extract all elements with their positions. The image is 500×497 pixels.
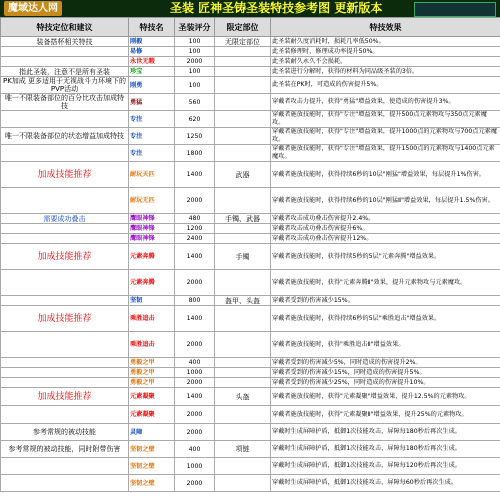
position-cell [1,224,129,234]
skill-name-cell: 灵障 [129,424,175,441]
score-cell: 1400 [175,162,215,188]
position-cell [1,358,129,368]
skill-name-cell: 乘胜追击 [129,332,175,358]
skill-name-cell: 耐玩天匹 [129,162,175,188]
effect-cell: 穿戴时生成屏障护盾，抵御1次技能攻击，屏障每60秒后再次生成。 [271,475,500,492]
score-cell: 100 [175,37,215,47]
table-row [1,306,500,332]
effect-cell: 穿戴者施放技能时，获得持续6秒的10层"刚猛"增益效果，每层提升1%伤害。 [271,162,500,188]
header-decoration [414,2,496,17]
score-cell: 2000 [175,332,215,358]
table-row [1,188,500,214]
part-cell [215,234,271,244]
table-row [1,358,500,368]
skill-name-cell: 坚韧 [129,296,175,306]
col-header-part: 限定部位 [215,18,271,37]
part-cell [215,378,271,388]
effect-cell: 穿戴者受到的伤害减少25%，同时造成的伤害提升10%。 [271,378,500,388]
table-row [1,37,500,47]
skill-name-cell: 坚韧之壁 [129,475,175,492]
position-cell: 加成技能推荐 [1,388,129,406]
table-row [1,128,500,145]
effect-cell: 穿戴者施放技能时，获得持续6秒的5层"乘胜追击"增益效果。 [271,306,500,332]
effect-cell: 穿戴时生成屏障护盾，抵御1次技能攻击，屏障每180秒后再次生成。 [271,441,500,458]
effect-cell: 穿戴者施放技能时，获得"元素凝聚Ⅱ"增益效果，提升25%的元素物攻。 [271,406,500,424]
score-cell: 1400 [175,306,215,332]
page-title: 圣装 匠神圣铸圣装特技参考图 更新版本 [170,1,383,15]
position-cell [1,406,129,424]
score-cell: 1200 [175,224,215,234]
score-cell: 1000 [175,368,215,378]
part-cell [215,188,271,214]
position-cell: 唯一不限装备部位的百分比攻击加成特技 [1,94,129,111]
score-cell: 1400 [175,388,215,406]
part-cell: 盔甲、头盔 [215,296,271,306]
part-cell [215,57,271,67]
site-logo: 魔域达人网 [4,1,62,16]
score-cell: 2000 [175,57,215,67]
part-cell [215,224,271,234]
score-cell: 2000 [175,424,215,441]
effect-cell: 穿戴者施放技能时，获得持续5秒的5层"元素奔腾"增益效果。 [271,244,500,270]
position-cell [1,234,129,244]
score-cell: 2000 [175,188,215,214]
part-cell [215,270,271,296]
effect-cell: 穿戴者施放技能时，获得"元素奔腾Ⅱ"效果，提升元素物攻与元素魔攻。 [271,270,500,296]
part-cell: 武器 [215,162,271,188]
position-cell: PK加成 更多适用于无视战斗力环境下的PVP活动 [1,77,129,94]
part-cell [215,77,271,94]
table-row [1,388,500,406]
skill-name-cell: 耐玩无匹 [129,188,175,214]
table-row [1,332,500,358]
position-cell [1,270,129,296]
skill-name-cell: 元素凝聚 [129,406,175,424]
table-row [1,441,500,458]
position-cell [1,368,129,378]
table-row [1,47,500,57]
skill-name-cell: 珍宝 [129,67,175,77]
table-row [1,475,500,492]
effect-cell: 穿戴者受到的伤害减少5%，同时造成的伤害提升2%。 [271,358,500,368]
table-row [1,296,500,306]
position-cell: 装备搭杯相关特技 [1,37,129,47]
table-row [1,406,500,424]
position-cell: 加成技能推荐 [1,306,129,332]
skill-name-cell: 坚韧之壁 [129,458,175,475]
skill-name-cell: 勇毅之甲 [129,378,175,388]
score-cell: 1400 [175,244,215,270]
effect-cell: 此圣装进行分解时，获得的材料为同品级圣装的3倍。 [271,67,500,77]
part-cell: 手镯 [215,244,271,270]
part-cell: 项链 [215,441,271,458]
table-row [1,244,500,270]
position-cell: 加成技能推荐 [1,162,129,188]
position-cell: 指此圣装，注意不是所有圣装 [1,67,129,77]
table-row [1,94,500,111]
skill-name-cell: 永世无暇 [129,57,175,67]
skill-name-cell: 刚毅 [129,37,175,47]
col-header-position: 特技定位和建议 [1,18,129,37]
score-cell: 620 [175,111,215,128]
position-cell: 需要成功叠击 [1,214,129,224]
effect-cell: 穿戴者施放技能时，获得持续6秒的10层"刚猛Ⅱ"增益效果，每层提升1.5%伤害。 [271,188,500,214]
part-cell [215,306,271,332]
table-row [1,234,500,244]
part-cell: 头盔 [215,388,271,406]
effect-cell: 穿戴者施放技能时，获得"专注"增益效果，提升1500点的元素物攻与1400点元素魔攻。 [271,145,500,162]
skill-name-cell: 勇毅之甲 [129,368,175,378]
skill-table [0,17,500,492]
part-cell [215,458,271,475]
part-cell [215,332,271,358]
header-banner [0,0,500,17]
part-cell [215,358,271,368]
score-cell: 100 [175,47,215,57]
skill-name-cell: 专注 [129,111,175,128]
score-cell: 100 [175,77,215,94]
table-row [1,77,500,94]
effect-cell: 穿戴者施放技能时，获得"元素凝聚"增益效果，提升12.5%的元素物攻。 [271,388,500,406]
skill-name-cell: 乘胜追击 [129,306,175,332]
effect-cell: 穿戴时生成屏障护盾，抵御1次技能攻击，屏障每180秒后再次生成。 [271,424,500,441]
table-row [1,458,500,475]
score-cell: 100 [175,67,215,77]
part-cell [215,94,271,111]
part-cell [215,406,271,424]
table-row [1,424,500,441]
position-cell [1,57,129,67]
score-cell: 1800 [175,145,215,162]
table-row [1,67,500,77]
table-row [1,368,500,378]
score-cell: 800 [175,296,215,306]
score-cell: 2400 [175,234,215,244]
effect-cell: 穿戴者施放技能时，获得"乘胜追击Ⅱ"增益效果。 [271,332,500,358]
effect-cell: 穿戴者攻击成功叠击伤害提升6%。 [271,224,500,234]
score-cell: 2000 [175,378,215,388]
table-row [1,270,500,296]
score-cell: 2000 [175,475,215,492]
score-cell: 2000 [175,270,215,296]
position-cell [1,458,129,475]
part-cell [215,145,271,162]
score-cell: 1250 [175,128,215,145]
position-cell [1,188,129,214]
effect-cell: 穿戴者受到的伤害减少15%。 [271,296,500,306]
position-cell: 参考常规的被动技能，同时附带伤害 [1,441,129,458]
score-cell: 560 [175,94,215,111]
effect-cell: 此圣装在PK时，可造成的伤害提升5%。 [271,77,500,94]
effect-cell: 穿戴者受到的伤害减少15%，同时造成的伤害提升5%。 [271,368,500,378]
effect-cell: 穿戴时生成屏障护盾，抵御1次技能攻击，屏障每120秒后再次生成。 [271,458,500,475]
table-header [1,18,500,37]
effect-cell: 此圣装耐久永久不会损耗。 [271,57,500,67]
score-cell: 2000 [175,406,215,424]
score-cell: 400 [175,441,215,458]
part-cell [215,368,271,378]
skill-name-cell: 元素奔腾 [129,270,175,296]
skill-name-cell: 专注 [129,128,175,145]
part-cell [215,67,271,77]
skill-name-cell: 坚韧之壁 [129,441,175,458]
table-row [1,111,500,128]
part-cell [215,47,271,57]
effect-cell: 此圣装修理时，修理成功率提升50%。 [271,47,500,57]
table-row [1,224,500,234]
part-cell [215,424,271,441]
skill-name-cell: 易修 [129,47,175,57]
skill-name-cell: 元素奔腾 [129,244,175,270]
position-cell: 加成技能推荐 [1,244,129,270]
skill-name-cell: 勇毅之甲 [129,358,175,368]
effect-cell: 穿戴者攻击成功叠击伤害提升2.4%。 [271,214,500,224]
position-cell [1,111,129,128]
part-cell [215,111,271,128]
part-cell [215,128,271,145]
score-cell: 1000 [175,458,215,475]
part-cell [215,475,271,492]
position-cell [1,378,129,388]
table-row [1,162,500,188]
position-cell [1,332,129,358]
skill-name-cell: 勇猛 [129,94,175,111]
col-header-score: 圣装评分 [175,18,215,37]
skill-name-cell: 刚勇 [129,77,175,94]
table-row [1,214,500,224]
score-cell: 400 [175,358,215,368]
table-row [1,145,500,162]
score-cell: 480 [175,214,215,224]
part-cell: 无限定部位 [215,37,271,47]
skill-name-cell: 元素凝聚 [129,388,175,406]
position-cell [1,296,129,306]
table-row [1,57,500,67]
effect-cell: 穿戴者攻击成功叠击伤害提升12%。 [271,234,500,244]
skill-name-cell: 鹰眼神锋 [129,214,175,224]
col-header-name: 特技名 [129,18,175,37]
position-cell: 参考常规的被动技能 [1,424,129,441]
position-cell: 唯一不限装备部位的状态增益加成特技 [1,128,129,145]
col-header-effect: 特技效果 [271,18,500,37]
skill-name-cell: 鹰眼神锋 [129,234,175,244]
position-cell [1,475,129,492]
effect-cell: 穿戴者施放技能时，获得"专注"增益效果，提升1000点的元素物攻与700点元素魔攻。 [271,128,500,145]
effect-cell: 穿戴者施放技能时，获得"专注"增益效果，提升500点元素物攻与350点元素魔攻。 [271,111,500,128]
effect-cell: 此圣装耐久度消耗时，损耗几率低50%。 [271,37,500,47]
position-cell [1,145,129,162]
skill-name-cell: 鹰眼神锋 [129,224,175,234]
effect-cell: 穿戴者攻击力提升，获得"勇猛"增益效果，使造成的伤害提升3%。 [271,94,500,111]
skill-name-cell: 专注 [129,145,175,162]
part-cell: 手镯、武器 [215,214,271,224]
position-cell [1,47,129,57]
table-row [1,378,500,388]
